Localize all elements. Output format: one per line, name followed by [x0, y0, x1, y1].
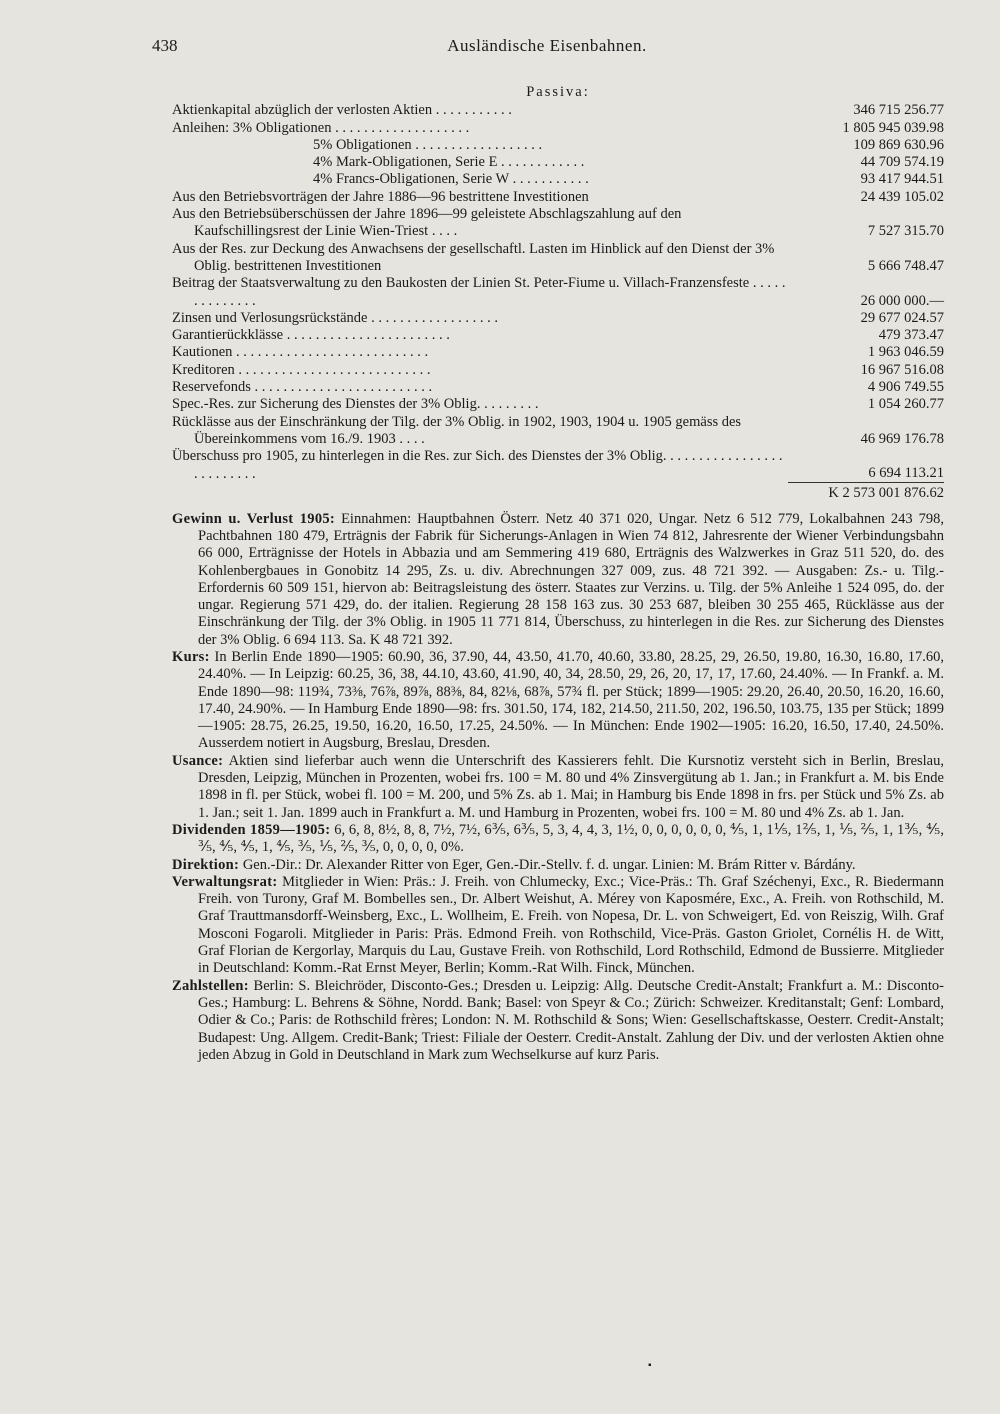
passiva-amount: 46 969 176.78 — [860, 430, 944, 447]
passiva-amount: 4 906 749.55 — [867, 379, 944, 396]
passiva-amount: 1 054 260.77 — [867, 396, 944, 413]
section-paragraph — [172, 978, 944, 1064]
passiva-label: Zinsen und Verlosungsrückstände . . . . . . . . . . . . . . . . . . — [172, 309, 498, 326]
section-paragraph — [172, 822, 944, 857]
section-label: Zahlstellen: — [172, 977, 249, 994]
passiva-amount: 29 677 024.57 — [860, 309, 944, 326]
passiva-label: Aktienkapital abzüglich der verlosten Aktien . . . . . . . . . . . — [172, 102, 512, 119]
section-label: Usance: — [172, 752, 224, 769]
passiva-amount: 6 694 113.21 — [868, 465, 944, 482]
passiva-row — [172, 379, 944, 396]
passiva-row — [172, 414, 944, 449]
section-paragraph — [172, 874, 944, 978]
passiva-label: Spec.-Res. zur Sicherung des Dienstes der 3% Oblig. . . . . . . . . — [172, 396, 539, 413]
footer-mark: ▪ — [648, 1360, 652, 1371]
passiva-row — [172, 189, 944, 206]
passiva-label: 5% Obligationen . . . . . . . . . . . . . . . . . . — [313, 136, 543, 153]
passiva-amount: 5 666 748.47 — [867, 257, 944, 274]
passiva-amount: 1 963 046.59 — [867, 344, 944, 361]
running-head: Ausländische Eisenbahnen. — [447, 36, 647, 55]
passiva-amount: 93 417 944.51 — [860, 171, 944, 188]
passiva-label: Überschuss pro 1905, zu hinterlegen in die Res. zur Sich. des Dienstes der 3% Oblig. . . . . . . . . . . . . . . . . . . . . . . . . . — [172, 448, 783, 482]
section-label: Gewinn u. Verlust 1905: — [172, 510, 336, 527]
passiva-amount: 44 709 574.19 — [860, 154, 944, 171]
passiva-amount: 346 715 256.77 — [853, 102, 944, 119]
passiva-amount: 24 439 105.02 — [860, 188, 944, 205]
passiva-row — [172, 396, 944, 413]
passiva-amount: 1 805 945 039.98 — [842, 119, 944, 136]
passiva-row — [172, 327, 944, 344]
passiva-row — [172, 120, 944, 137]
section-text: Gen.-Dir.: Dr. Alexander Ritter von Eger, Gen.-Dir.-Stellv. f. d. ungar. Linien: M. Brám Ritter v. Bárdány. — [242, 856, 856, 873]
section-paragraph — [172, 857, 944, 874]
passiva-row — [172, 102, 944, 119]
passiva-row — [172, 137, 944, 154]
page-number: 438 — [152, 36, 178, 55]
passiva-amount: 16 967 516.08 — [860, 361, 944, 378]
section-label: Kurs: — [172, 649, 210, 665]
sections — [172, 511, 944, 1065]
section-label: Dividenden 1859—1905: — [172, 821, 331, 838]
passiva-row — [172, 275, 944, 310]
section-text: Berlin: S. Bleichröder, Disconto-Ges.; Dresden u. Leipzig: Allg. Deutsche Credit-Anstalt; Frankfurt a. M.: Disconto-Ges.; Hamburg: L. Behrens & Söhne, Nordd. Bank; Basel: von Speyr & Co.; Zürich: Schweizer. Kreditanstalt; Genf: Lombard, Odier & Co.; Paris: de Rothschild frères; London: N. M. Rothschild & Sons; Wien: Gesellschaftskasse, Oesterr. Credit-Anstalt; Budapest: Ung. Allgem. Credit-Bank; Triest: Filiale der Oesterr. Credit-Anstalt. Zahlung der Div. und der verlosten Aktien ohne jeden Abzug in Gold in Deutschland in Mark zum Wechselkurse auf kurz Paris. — [198, 977, 944, 1063]
passiva-amount: 109 869 630.96 — [853, 136, 944, 153]
page-content — [172, 84, 944, 1064]
section-text: 6, 6, 8, 8½, 8, 8, 7½, 7½, 6⅗, 6⅗, 5, 3, 4, 4, 3, 1½, 0, 0, 0, 0, 0, 0, ⅘, 1, 1⅕, 1⅖, 1, ⅕, ⅖, 1, 1⅗, ⅘, ⅗, ⅘, ⅘, 1, ⅘, ⅗, ⅕, ⅖, ⅗, 0, 0, 0, 0, 0%. — [198, 821, 944, 856]
passiva-row — [172, 206, 944, 241]
passiva-title: Passiva: — [526, 84, 590, 100]
passiva-label: Anleihen: 3% Obligationen . . . . . . . . . . . . . . . . . . . — [172, 119, 470, 136]
passiva-total: K 2 573 001 876.62 — [788, 483, 944, 503]
passiva-row — [172, 154, 944, 171]
passiva-row — [172, 310, 944, 327]
section-paragraph — [172, 753, 944, 822]
section-text: Einnahmen: Hauptbahnen Österr. Netz 40 371 020, Ungar. Netz 6 512 779, Lokalbahnen 243 798, Pachtbahnen 180 479, Erträgnis der Fabrik für Sicherungs-Anlagen in Wien 74 812, Jahresrente der Wiener Verbindungsbahn 66 000, Erträgnisse der Hotels in Abbazia und am Semmering 419 680, Erträgnis des Walzwerkes in Graz 511 520, do. des Kohlenbergbaues in Gonobitz 14 295, Zs. u. div. Abrechnungen 327 009, zus. 48 721 392. — Ausgaben: Zs.- u. Tilg.-Erfordernis 60 509 151, hiervon ab: Beitragsleistung des österr. Staates zur Verzins. u. Tilg. der 5% Anleihe 1 524 095, do. der ungar. Regierung 571 429, do. der italien. Regierung 28 158 163 zus. 30 253 687, bleiben 30 255 465, Rücklässe aus der Einschränkung der Tilg. der 3% Oblig. in 1905 11 771 814, Überschuss, zu hinterlegen in die Res. zur Sicherung des Dienstes der 3% Oblig. 6 694 113. Sa. K 48 721 392. — [198, 510, 945, 648]
section-label: Verwaltungsrat: — [172, 873, 278, 890]
section-text: In Berlin Ende 1890—1905: 60.90, 36, 37.90, 44, 43.50, 41.70, 40.60, 33.80, 28.25, 29, 26.50, 19.80, 16.30, 16.80, 17.60, 24.40%. — In Leipzig: 60.25, 36, 38, 44.10, 43.60, 41.90, 40, 34, 28.50, 29, 26, 20, 17, 17, 17.60, 24.40%. — In Frankf. a. M. Ende 1890—98: 119¾, 73⅜, 76⅞, 89⅞, 88⅜, 84, 82⅛, 68⅞, 57¾ fl. per Stück; 1899—1905: 29.20, 26.40, 20.50, 16.20, 16.60, 17.40, 24.90%. — In Hamburg Ende 1890—98: frs. 301.50, 174, 182, 214.50, 211.50, 202, 196.50, 103.75, 135 per Stück; 1899—1905: 28.75, 26.25, 19.50, 16.20, 16.50, 17.25, 24.50%. — In München: Ende 1902—1905: 16.20, 16.50, 17.40, 24.50%. Ausserdem notiert in Augsburg, Breslau, Dresden. — [198, 649, 944, 752]
passiva-row — [172, 362, 944, 379]
passiva-label: Kreditoren . . . . . . . . . . . . . . . . . . . . . . . . . . . — [172, 361, 431, 378]
page-header — [152, 36, 942, 60]
passiva-row — [172, 171, 944, 188]
passiva-row — [172, 448, 944, 483]
section-paragraph — [172, 511, 944, 649]
passiva-table — [172, 102, 944, 502]
passiva-label: 4% Mark-Obligationen, Serie E . . . . . . . . . . . . — [313, 154, 585, 171]
section-label: Direktion: — [172, 856, 240, 873]
passiva-label: Aus den Betriebsvorträgen der Jahre 1886—96 bestrittene Investitionen — [172, 188, 589, 205]
passiva-row — [172, 344, 944, 361]
passiva-label: Beitrag der Staatsverwaltung zu den Baukosten der Linien St. Peter-Fiume u. Villach-Franzensfeste . . . . . . . . . . . . . . — [172, 275, 786, 309]
passiva-label: Rücklässe aus der Einschränkung der Tilg. der 3% Oblig. in 1902, 1903, 1904 u. 1905 gemäss des Übereinkommens vom 16./9. 1903 . . . . — [172, 413, 742, 447]
passiva-label: Reservefonds . . . . . . . . . . . . . . . . . . . . . . . . . — [172, 379, 433, 396]
passiva-label: Aus den Betriebsüberschüssen der Jahre 1896—99 geleistete Abschlagszahlung auf den Kaufschillingsrest der Linie Wien-Triest . . . . — [172, 206, 682, 240]
passiva-amount: 479 373.47 — [878, 327, 944, 344]
passiva-label: 4% Francs-Obligationen, Serie W . . . . . . . . . . . — [313, 171, 589, 188]
section-paragraph — [172, 649, 944, 753]
section-text: Aktien sind lieferbar auch wenn die Unterschrift des Kassierers fehlt. Die Kursnotiz versteht sich in Berlin, Breslau, Dresden, Leipzig, München in Prozenten, wobei frs. 100 = M. 80 und 4% Zinsvergütung ab 1. Jan.; in Frankfurt a. M. bis Ende 1898 in fl. per Stück, wobei fl. 100 = M. 200, und 5% Zs. ab 1. Mai; in Hamburg bis Ende 1898 in frs. per Stück und 5% Zs. ab 1. Jan.; seit 1. Jan. 1899 auch in Frankfurt a. M. und Hamburg in Prozenten, wobei frs. 100 = M. 80 und 4% Zs. ab 1. Jan. — [198, 752, 944, 821]
passiva-label: Garantierückklässe . . . . . . . . . . . . . . . . . . . . . . . — [172, 327, 450, 344]
passiva-total-row — [172, 483, 944, 503]
passiva-amount: 7 527 315.70 — [867, 223, 944, 240]
passiva-label: Kautionen . . . . . . . . . . . . . . . . . . . . . . . . . . . — [172, 344, 429, 361]
passiva-amount: 26 000 000.— — [860, 292, 944, 309]
passiva-row — [172, 241, 944, 276]
section-text: Mitglieder in Wien: Präs.: J. Freih. von Chlumecky, Exc.; Vice-Präs.: Th. Graf Széchenyi, Exc., R. Biedermann Freih. von Turony, Graf M. Bombelles sen., Dr. Albert Weishut, A. Mérey von Kaposmére, Exc., A. Freih. von Rothschild, M. Graf Trauttmansdorff-Weinsberg, Exc., L. Wollheim, E. Freih. von Nopesa, Dr. L. von Schweigert, Ed. von Reiszig, Wilh. Graf Mosconi Fogaroli. Mitglieder in Paris: Präs. Edmond Freih. von Rothschild, Vice-Präs. Gaston Griolet, Cornélis H. de Witt, Graf Florian de Kergorlay, Marquis du Lau, Gustave Freih. von Rothschild, Lord Rothschild, Edmond de Bussierre. Mitglieder in Deutschland: Komm.-Rat Ernst Meyer, Berlin; Komm.-Rat Wilh. Finck, München. — [198, 873, 944, 977]
passiva-label: Aus der Res. zur Deckung des Anwachsens der gesellschaftl. Lasten im Hinblick auf den Dienst der 3% Oblig. bestrittenen Investitionen — [172, 240, 775, 274]
